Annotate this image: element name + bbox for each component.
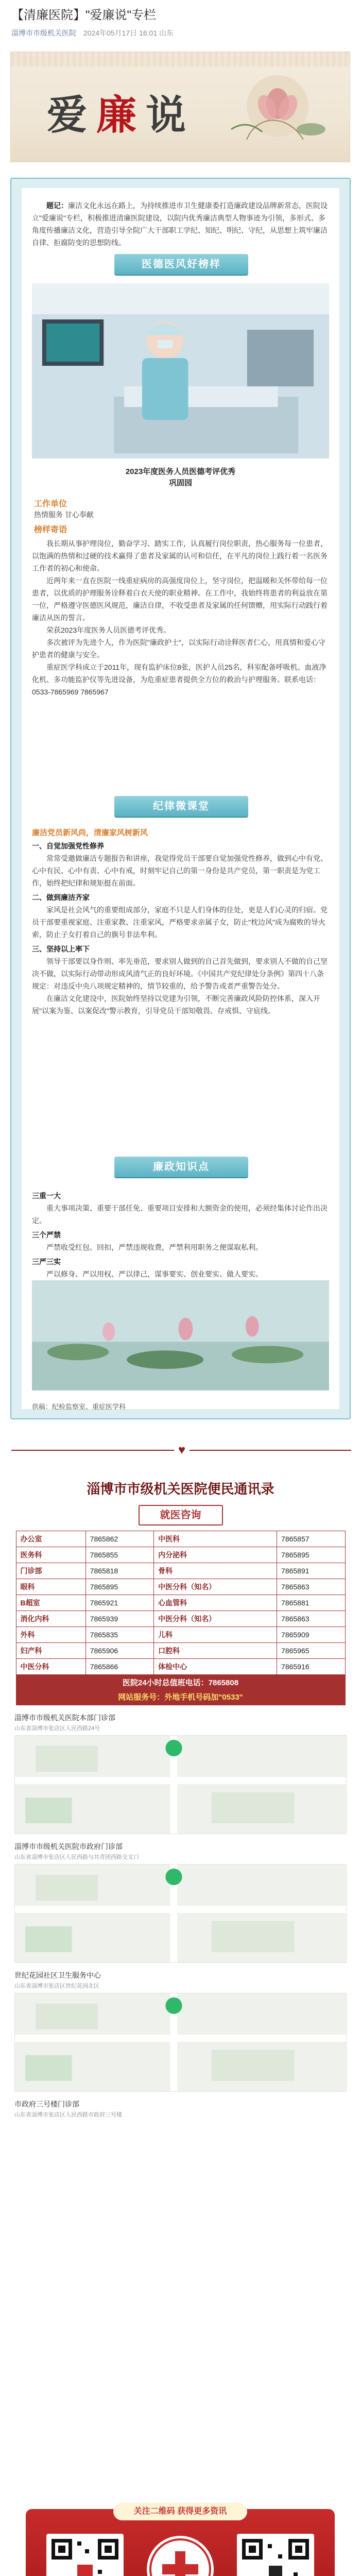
content-card [10, 178, 351, 1419]
class-point-3-title: 三、坚持以上率下 [32, 945, 90, 953]
department-name: B超室 [16, 1595, 85, 1611]
class-content [32, 827, 329, 1017]
class-subtitle: 廉洁党员新风尚，清廉家风树新风 [32, 828, 148, 837]
model-paragraph-3: 荣获2023年度医务人员医德考评优秀。 [46, 626, 171, 634]
phone-row [16, 1659, 345, 1675]
phone-number[interactable]: 7865818 [85, 1563, 153, 1579]
phone-row [16, 1531, 345, 1547]
wechat-qr-code[interactable] [46, 2534, 124, 2576]
department-name: 医务科 [16, 1547, 85, 1563]
hospital-logo [147, 2536, 214, 2576]
heart-icon: ♥ [174, 1443, 190, 1458]
model-paragraph-1: 我长期从事护理岗位，勤奋学习、踏实工作，认真履行岗位职责，热心服务每一位患者，以饱满的热情和过硬的技术赢得了患者及家属的认可和信任，在平凡的岗位上践行着一名医务工作者的初心和使命。 [32, 539, 328, 572]
douyin-qr-code[interactable] [237, 2534, 314, 2576]
phone-number[interactable]: 7865891 [277, 1563, 345, 1579]
service-number-note: 网站服务号：外地手机号码加"0533" [16, 1690, 346, 1705]
nurse-photo [32, 283, 329, 459]
lotus-pond-photo [32, 1280, 329, 1391]
phone-number[interactable]: 7865939 [85, 1611, 153, 1627]
phone-number[interactable]: 7865965 [277, 1643, 345, 1659]
department-name: 内分泌科 [154, 1547, 277, 1563]
department-name: 办公室 [16, 1531, 85, 1547]
knowledge-item-2-title: 三个严禁 [32, 1231, 61, 1239]
banner-glyph-1: 爱 [47, 92, 97, 139]
lotus-pond-icon [32, 1280, 329, 1391]
branch-address: 山东省淄博市张店区人民西路24号 [14, 1725, 100, 1732]
photo-caption [22, 466, 339, 489]
section-heading-class: 纪律微课堂 [114, 796, 248, 817]
map-icon [15, 1865, 346, 1962]
work-unit-value: 热情服务 甘心奉献 [34, 511, 94, 519]
model-paragraph-2: 近两年来一直在医院一线重症病房的高强度岗位上，坚守岗位，把温暖和关怀带给每一位患者，以优质的护理服务诠释着白衣天使的职业精神。在工作中，我始终将患者的利益放在第一位，严格遵守医德医风规范，廉洁自律，不收受患者及家属的任何馈赠，用实际行动践行着廉洁从医的誓言。 [32, 577, 328, 622]
content-card-inner [22, 188, 339, 1409]
qr-panel [26, 2509, 335, 2576]
knowledge-item-3-text: 严以修身、严以用权、严以律己，谋事要实、创业要实、做人要实。 [46, 1270, 263, 1278]
directory-subtitle: 就医咨询 [139, 1505, 223, 1526]
knowledge-item-1-title: 三重一大 [32, 1192, 61, 1200]
intro-text: 廉洁文化永远在路上，为持续推进市卫生健康委打造廉政建设品牌新常态，医院设立"爱廉说"专栏，积极推进清廉医院建设，以院内优秀廉洁典型人物事迹为引领，多形式、多角度传播廉洁文化，营造引导全院广大干部职工学纪、知纪、明纪、守纪，从思想上筑牢廉洁自律、拒腐防变的思想防线。 [32, 201, 328, 247]
section-heading-knowledge: 廉政知识点 [114, 1157, 248, 1177]
phone-table-body [16, 1531, 345, 1675]
map-icon [15, 1993, 346, 2091]
knowledge-list [32, 1188, 329, 1280]
class-point-4-text: 在廉洁文化建设中，医院始终坚持以党建为引领，不断完善廉政风险防控体系，深入开展"以案为鉴、以案促改"警示教育，引导党员干部知敬畏、存戒惧、守底线。 [32, 994, 320, 1015]
department-name: 外科 [16, 1627, 85, 1643]
phone-number[interactable]: 7865906 [85, 1643, 153, 1659]
phone-row [16, 1611, 345, 1627]
lotus-illustration-icon [216, 67, 329, 150]
department-name: 门诊部 [16, 1563, 85, 1579]
intro-lead: 题记： [46, 201, 68, 210]
model-paragraph-5: 重症医学科成立于2011年，现有监护床位8张，医护人员25名，科室配备呼吸机、血液净化机、多功能监护仪等先进设备，为危重症患者提供全方位的救治与护理服务。联系电话：0533-7865969 7865967 [32, 663, 326, 696]
branch-name[interactable]: 世纪花园社区卫生服务中心 [14, 1971, 101, 1979]
phone-row [16, 1579, 345, 1595]
phone-number[interactable]: 7865835 [85, 1627, 153, 1643]
article-source-link[interactable]: 淄博市市级机关医院 [11, 29, 76, 37]
branch-name[interactable]: 淄博市市级机关医院市政府门诊部 [14, 1842, 123, 1851]
hotline-banner: 医院24小时总值班电话：7865808 [16, 1675, 346, 1690]
branch-item [14, 1713, 347, 1732]
hospital-logo-icon [147, 2536, 214, 2576]
phone-row [16, 1643, 345, 1659]
phone-number[interactable]: 7865916 [277, 1659, 345, 1675]
phone-table [16, 1531, 346, 1675]
branch-map[interactable] [14, 1864, 347, 1963]
banner-glyph-3: 说 [146, 92, 196, 139]
directory-title: 淄博市市级机关医院便民通讯录 [87, 1482, 274, 1497]
phone-number[interactable]: 7865855 [85, 1547, 153, 1563]
branch-address: 山东省淄博市张店区人民西路与共青团西路交叉口 [14, 1854, 139, 1860]
branch-name[interactable]: 淄博市市级机关医院本部门诊部 [14, 1714, 115, 1722]
branch-item [14, 1841, 347, 1861]
branch-map[interactable] [14, 1735, 347, 1834]
qr-code-icon [46, 2534, 124, 2576]
department-name: 妇产科 [16, 1643, 85, 1659]
department-name: 儿科 [154, 1627, 277, 1643]
department-name: 中医分科（知名） [154, 1579, 277, 1595]
phone-number[interactable]: 7865863 [277, 1579, 345, 1595]
phone-number[interactable]: 7865895 [277, 1547, 345, 1563]
branch-item [14, 2099, 347, 2119]
phone-number[interactable]: 7865857 [277, 1531, 345, 1547]
hospital-directory [9, 1473, 352, 2118]
department-name: 中医分科 [16, 1659, 85, 1675]
class-point-2-text: 家风是社会风气的重要组成部分，家庭不只是人们身体的住处，更是人们心灵的归宿。党员干部要重视家庭、注重家教、注重家风，严格要求亲属子女，防止"枕边风"成为腐败的导火索，防止子女打着自己的旗号非法牟利。 [32, 906, 328, 939]
icu-photo-icon [32, 283, 329, 459]
article-meta [0, 24, 361, 38]
photo-caption-line-2: 巩固园 [168, 479, 192, 487]
phone-number[interactable]: 7865862 [85, 1531, 153, 1547]
class-point-2-title: 二、做到廉洁齐家 [32, 893, 90, 902]
department-name: 心血管科 [154, 1595, 277, 1611]
department-name: 口腔科 [154, 1643, 277, 1659]
phone-row [16, 1627, 345, 1643]
department-name: 中医分科（知名） [154, 1611, 277, 1627]
section-divider [11, 1443, 351, 1458]
model-paragraph-4: 多次被评为先进个人，作为医院"廉政护士"，以实际行动诠释医者仁心，用真情和爱心守护患者的健康与安全。 [32, 638, 325, 659]
section-heading-model: 医德医风好榜样 [114, 254, 248, 275]
branch-list [9, 1713, 352, 2119]
knowledge-item-3-title: 三严三实 [32, 1258, 61, 1266]
phone-row [16, 1595, 345, 1611]
department-name: 骨科 [154, 1563, 277, 1579]
branch-address: 山东省淄博市张店区世纪花园北区 [14, 1983, 99, 1989]
branch-item [14, 1970, 347, 1990]
phone-number[interactable]: 7865909 [277, 1627, 345, 1643]
department-name: 体检中心 [154, 1659, 277, 1675]
class-point-1-text: 常常受邀做廉洁专题报告和讲座，我觉得党员干部要自觉加强党性修养，做到心中有党、心中有民、心中有责、心中有戒，时刻牢记自己的第一身份是共产党员，第一职责是为党工作，始终把纪律和规矩挺在前面。 [32, 854, 328, 887]
department-name: 眼科 [16, 1579, 85, 1595]
banner-glyph-2: 廉 [96, 92, 146, 139]
banner-stripe [11, 52, 350, 66]
photo-caption-line-1: 2023年度医务人员医德考评优秀 [125, 467, 236, 476]
phone-number[interactable]: 7865881 [277, 1595, 345, 1611]
class-point-3-text: 领导干部要以身作则、率先垂范，要求别人做到的自己首先做到，要求别人不做的自己坚决不做，以实际行动带动形成风清气正的良好环境。《中国共产党纪律处分条例》第四十八条规定：对违反中央八项规定精神的，情节较重的，给予警告或者严重警告处分。 [32, 957, 328, 990]
class-point-1-title: 一、自觉加强党性修养 [32, 842, 104, 850]
contribution-note: 供稿：纪检监察室、重症医学科 [32, 1403, 126, 1411]
phone-row [16, 1547, 345, 1563]
work-unit-label: 工作单位 [34, 500, 67, 509]
map-icon [15, 1736, 346, 1834]
phone-number[interactable]: 7865895 [85, 1579, 153, 1595]
article-date: 2024年05月17日 16:01 山东 [83, 29, 174, 37]
column-banner [10, 52, 350, 162]
qr-code-icon [237, 2534, 314, 2576]
branch-map[interactable] [14, 1993, 347, 2092]
phone-number[interactable]: 7865863 [277, 1611, 345, 1627]
department-name: 消化内科 [16, 1611, 85, 1627]
model-story [32, 537, 329, 698]
knowledge-item-2-text: 严禁收受红包、回扣，严禁违规收费，严禁利用职务之便谋取私利。 [46, 1243, 263, 1251]
motto-label: 榜样寄语 [34, 526, 67, 534]
qr-banner: 关注二维码 获得更多资讯 [113, 2503, 247, 2520]
phone-row [16, 1563, 345, 1579]
phone-number[interactable]: 7865866 [85, 1659, 153, 1675]
intro-paragraph [32, 199, 329, 249]
banner-title [47, 83, 195, 141]
phone-number[interactable]: 7865921 [85, 1595, 153, 1611]
knowledge-item-1-text: 重大事项决策、重要干部任免、重要项目安排和大额资金的使用，必须经集体讨论作出决定。 [32, 1204, 328, 1225]
branch-name[interactable]: 市政府三号楼门诊部 [14, 2100, 79, 2108]
article-title: 【清廉医院】"爱廉说"专栏 [11, 8, 157, 22]
department-name: 中医科 [154, 1531, 277, 1547]
branch-address: 山东省淄博市张店区人民西路市政府三号楼 [14, 2112, 122, 2118]
